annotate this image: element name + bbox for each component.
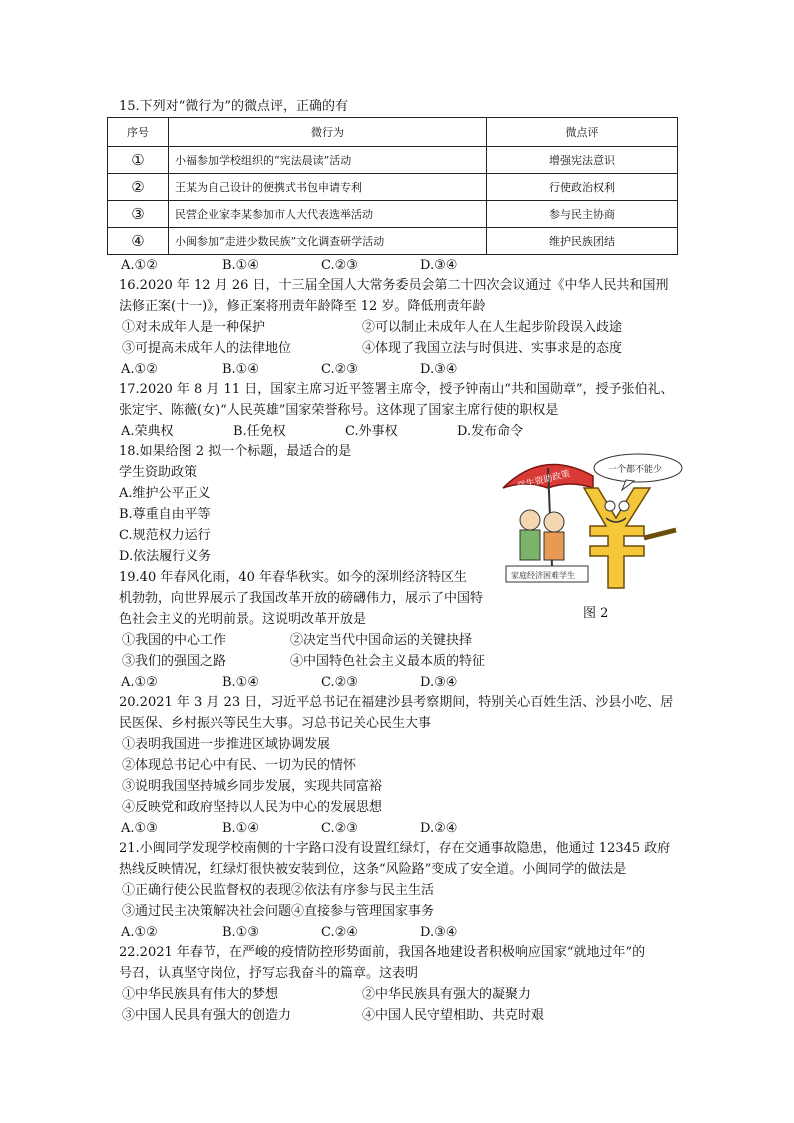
- q19-line3: 色社会主义的光明前景。这说明改革开放是: [119, 612, 367, 627]
- eye-icon: [605, 501, 615, 511]
- q22-item-4: ④中国人民守望相助、共克时艰: [362, 1008, 545, 1023]
- q17-options: [121, 422, 523, 442]
- q20-item-4: ④反映党和政府坚持以人民为中心的发展思想: [122, 800, 383, 815]
- option-d[interactable]: D.发布命令: [457, 424, 524, 439]
- figure-2-cartoon: [498, 448, 688, 598]
- q15-stem: 15.下列对“微行为”的微点评，正确的有: [119, 99, 348, 114]
- row-no: ④: [108, 228, 169, 255]
- option-b[interactable]: B.①④: [222, 821, 259, 836]
- q16-item-3: ③可提高未成年人的法律地位: [122, 341, 292, 356]
- option-a[interactable]: A.①②: [121, 925, 158, 940]
- student-head-icon: [520, 510, 540, 530]
- option-b[interactable]: B.①④: [222, 675, 259, 690]
- option-d[interactable]: D.③④: [420, 362, 458, 377]
- table-row: [108, 147, 678, 174]
- umbrella-label: 学生资助政策: [516, 469, 572, 493]
- q20-line2: 民医保、乡村振兴等民生大事。习总书记关心民生大事: [119, 716, 432, 731]
- student-head-icon: [544, 512, 564, 532]
- option-a[interactable]: A.①②: [121, 675, 158, 690]
- q21-line1: 21.小闽同学发现学校南侧的十字路口没有设置红绿灯，存在交通事故隐患，他通过 12345 政府: [119, 841, 671, 856]
- yuan-character-icon: [584, 488, 650, 588]
- q22-item-3: ③中国人民具有强大的创造力: [122, 1008, 292, 1023]
- q19-line1: 19.40 年春风化雨，40 年春华秋实。如今的深圳经济特区生: [119, 570, 468, 585]
- q20-item-3: ③说明我国坚持城乡同步发展，实现共同富裕: [122, 779, 383, 794]
- q22-item-1: ①中华民族具有伟大的梦想: [122, 987, 279, 1002]
- bubble-label: 一个都不能少: [608, 465, 663, 475]
- q18-option-b[interactable]: B.尊重自由平等: [119, 507, 211, 522]
- header-no: 序号: [108, 118, 169, 147]
- q20-item-1: ①表明我国进一步推进区域协调发展: [122, 737, 331, 752]
- option-d[interactable]: D.③④: [420, 925, 458, 940]
- header-act: 微行为: [169, 118, 487, 147]
- q17-line1: 17.2020 年 8 月 11 日，国家主席习近平签署主席令，授予钟南山“共和国勋章”，授予张伯礼、: [119, 382, 674, 397]
- option-a[interactable]: A.荣典权: [121, 424, 174, 439]
- row-comment: 参与民主协商: [487, 201, 678, 228]
- q19-item-4: ④中国特色社会主义最本质的特征: [290, 654, 486, 669]
- student-body-icon: [520, 530, 540, 560]
- q20-item-2: ②体现总书记心中有民、一切为民的情怀: [122, 758, 357, 773]
- option-a[interactable]: A.①②: [121, 362, 158, 377]
- q16-line2: 法修正案(十一)》，修正案将刑责年龄降至 12 岁。降低刑责年龄: [119, 299, 486, 314]
- option-b[interactable]: B.①④: [222, 362, 259, 377]
- q16-item-1: ①对未成年人是一种保护: [122, 320, 266, 335]
- option-d[interactable]: D.③④: [420, 258, 458, 273]
- arm-icon: [644, 530, 676, 538]
- q22-line1: 22.2021 年春节，在严峻的疫情防控形势面前，我国各地建设者积极响应国家“就地过年”的: [119, 945, 646, 960]
- table-row: [108, 201, 678, 228]
- option-b[interactable]: B.①③: [222, 925, 259, 940]
- q15-options: [121, 256, 457, 276]
- row-no: ②: [108, 174, 169, 201]
- option-a[interactable]: A.①③: [121, 821, 158, 836]
- option-c[interactable]: C.②③: [321, 675, 358, 690]
- option-b[interactable]: B.①④: [222, 258, 259, 273]
- header-comment: 微点评: [487, 118, 678, 147]
- q19-item-1: ①我国的中心工作: [122, 633, 227, 648]
- option-c[interactable]: C.②④: [321, 925, 358, 940]
- row-no: ①: [108, 147, 169, 174]
- q21-options: [121, 923, 457, 943]
- row-act: 民营企业家李某参加市人大代表选举活动: [169, 201, 487, 228]
- option-b[interactable]: B.任免权: [233, 424, 286, 439]
- table-row: [108, 174, 678, 201]
- option-c[interactable]: C.②③: [321, 258, 358, 273]
- row-act: 小福参加学校组织的“宪法晨读”活动: [169, 147, 487, 174]
- q16-item-2: ②可以制止未成年人在人生起步阶段误入歧途: [362, 320, 623, 335]
- eye-icon: [619, 501, 629, 511]
- student-body-icon: [544, 532, 564, 560]
- q19-options: [121, 673, 457, 693]
- q21-item-2: ③通过民主决策解决社会问题④直接参与管理国家事务: [122, 904, 435, 919]
- q20-line1: 20.2021 年 3 月 23 日，习近平总书记在福建沙县考察期间，特别关心百姓生活、沙县小吃、居: [119, 695, 674, 710]
- q17-line2: 张定宇、陈薇(女)“人民英雄”国家荣誉称号。这体现了国家主席行使的职权是: [119, 403, 559, 418]
- q21-line2: 热线反映情况，红绿灯很快被安装到位，这条“风险路”变成了安全道。小闽同学的做法是: [119, 862, 627, 877]
- q19-item-2: ②决定当代中国命运的关键抉择: [290, 633, 473, 648]
- q16-item-4: ④体现了我国立法与时俱进、实事求是的态度: [362, 341, 623, 356]
- option-d[interactable]: D.③④: [420, 675, 458, 690]
- q22-item-2: ②中华民族具有强大的凝聚力: [362, 987, 532, 1002]
- q18-stem: 18.如果给图 2 拟一个标题，最适合的是: [119, 444, 352, 459]
- row-act: 王某为自己设计的便携式书包申请专利: [169, 174, 487, 201]
- q19-item-3: ③我们的强国之路: [122, 654, 227, 669]
- q21-item-1: ①正确行使公民监督权的表现②依法有序参与民主生活: [122, 883, 435, 898]
- table-row: [108, 228, 678, 255]
- row-comment: 增强宪法意识: [487, 147, 678, 174]
- q16-line1: 16.2020 年 12 月 26 日，十三届全国人大常务委员会第二十四次会议通过《中华人民共和国刑: [119, 278, 669, 293]
- q22-line2: 号召，认真坚守岗位，抒写忘我奋斗的篇章。这表明: [119, 966, 419, 981]
- option-c[interactable]: C.外事权: [345, 424, 398, 439]
- q19-line2: 机勃勃，向世界展示了我国改革开放的磅礴伟力，展示了中国特: [119, 591, 484, 606]
- row-act: 小闽参加“走进少数民族”文化调查研学活动: [169, 228, 487, 255]
- q18-title-text: 学生资助政策: [119, 465, 198, 480]
- q16-options: [121, 360, 457, 380]
- option-c[interactable]: C.②③: [321, 362, 358, 377]
- row-comment: 行使政治权利: [487, 174, 678, 201]
- table-header-row: [108, 118, 678, 147]
- option-a[interactable]: A.①②: [121, 258, 158, 273]
- option-c[interactable]: C.②③: [321, 821, 358, 836]
- q18-option-d[interactable]: D.依法履行义务: [119, 549, 212, 564]
- q20-options: [121, 819, 457, 839]
- option-d[interactable]: D.②④: [420, 821, 458, 836]
- sign-label: 家庭经济困难学生: [511, 571, 575, 580]
- figure-caption: 图 2: [583, 606, 609, 621]
- q15-table: [107, 117, 678, 255]
- q18-option-a[interactable]: A.维护公平正义: [119, 486, 211, 501]
- q18-option-c[interactable]: C.规范权力运行: [119, 528, 211, 543]
- row-comment: 维护民族团结: [487, 228, 678, 255]
- row-no: ③: [108, 201, 169, 228]
